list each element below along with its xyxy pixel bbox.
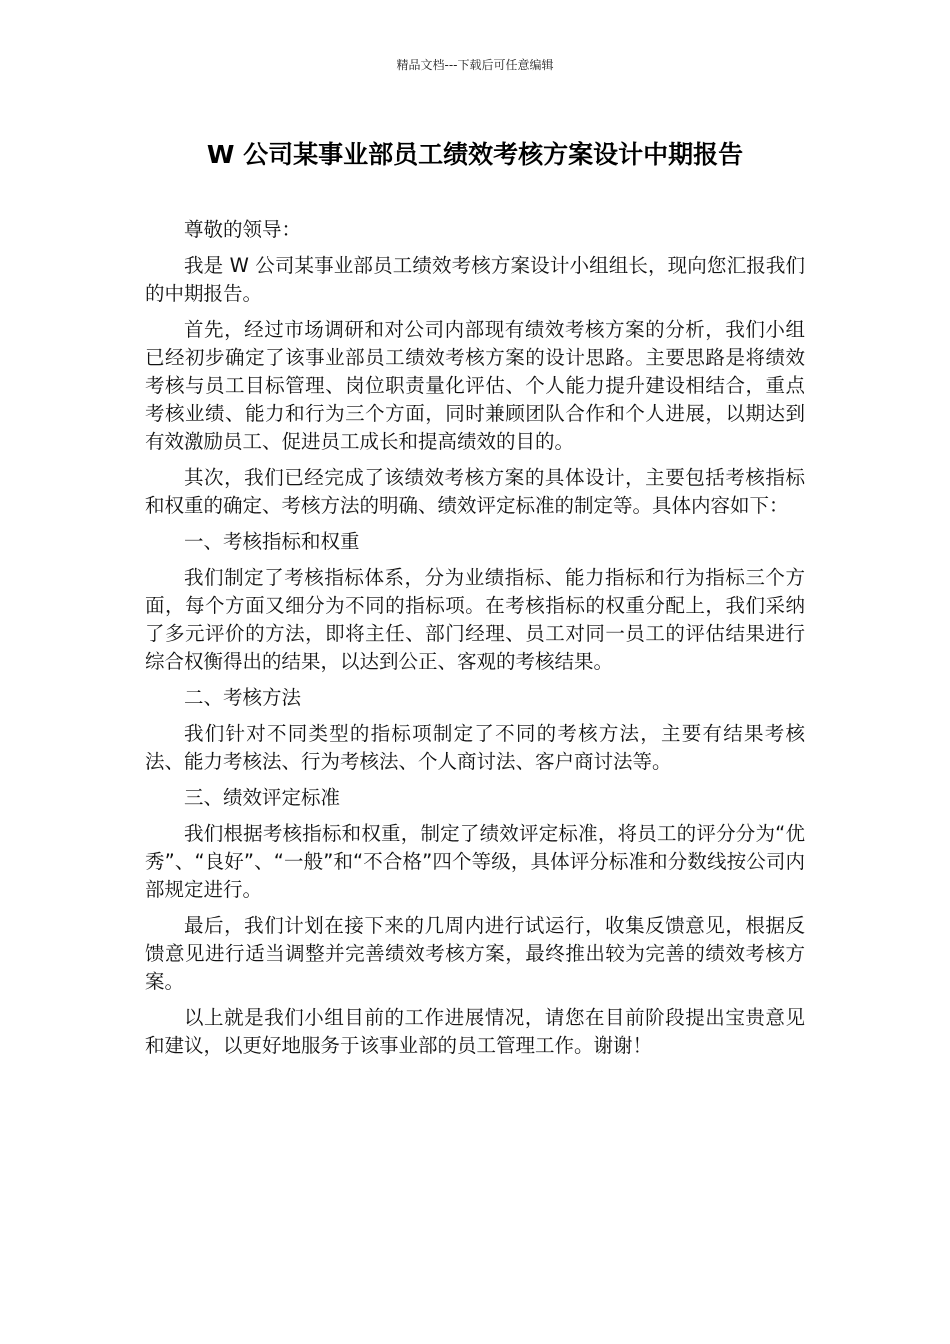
intro-paragraph: 我是 W 公司某事业部员工绩效考核方案设计小组组长，现向您汇报我们的中期报告。 [145,254,805,305]
section-heading-methods: 二、考核方法 [184,686,302,709]
paragraph-second: 其次，我们已经完成了该绩效考核方案的具体设计，主要包括考核指标和权重的确定、考核方法的明确、绩效评定标准的制定等。具体内容如下： [145,466,805,517]
paragraph-indicators: 我们制定了考核指标体系，分为业绩指标、能力指标和行为指标三个方面，每个方面又细分为不同的指标项。在考核指标的权重分配上，我们采纳了多元评价的方法，即将主任、部门经理、员工对同一员工的评估结果进行综合权衡得出的结果，以达到公正、客观的考核结果。 [145,566,805,673]
closing-paragraph: 以上就是我们小组目前的工作进展情况，请您在目前阶段提出宝贵意见和建议，以更好地服务于该事业部的员工管理工作。谢谢！ [145,1006,805,1057]
document-body [145,216,805,1068]
section-heading-standards: 三、绩效评定标准 [184,786,341,809]
paragraph-final: 最后，我们计划在接下来的几周内进行试运行，收集反馈意见，根据反馈意见进行适当调整并完善绩效考核方案，最终推出较为完善的绩效考核方案。 [145,914,805,993]
header-note: 精品文档---下载后可任意编辑 [396,58,554,72]
paragraph-standards: 我们根据考核指标和权重，制定了绩效评定标准，将员工的评分分为“优秀”、“良好”、“一般”和“不合格”四个等级，具体评分标准和分数线按公司内部规定进行。 [145,822,805,901]
salutation: 尊敬的领导： [184,218,302,241]
paragraph-first: 首先，经过市场调研和对公司内部现有绩效考核方案的分析，我们小组已经初步确定了该事业部员工绩效考核方案的设计思路。主要思路是将绩效考核与员工目标管理、岗位职责量化评估、个人能力提升建设相结合，重点考核业绩、能力和行为三个方面，同时兼顾团队合作和个人进展，以期达到有效激励员工、促进员工成长和提高绩效的目的。 [145,318,805,453]
paragraph-methods: 我们针对不同类型的指标项制定了不同的考核方法，主要有结果考核法、能力考核法、行为考核法、个人商讨法、客户商讨法等。 [145,722,805,773]
section-heading-indicators: 一、考核指标和权重 [184,530,360,553]
document-title: W 公司某事业部员工绩效考核方案设计中期报告 [206,140,744,169]
